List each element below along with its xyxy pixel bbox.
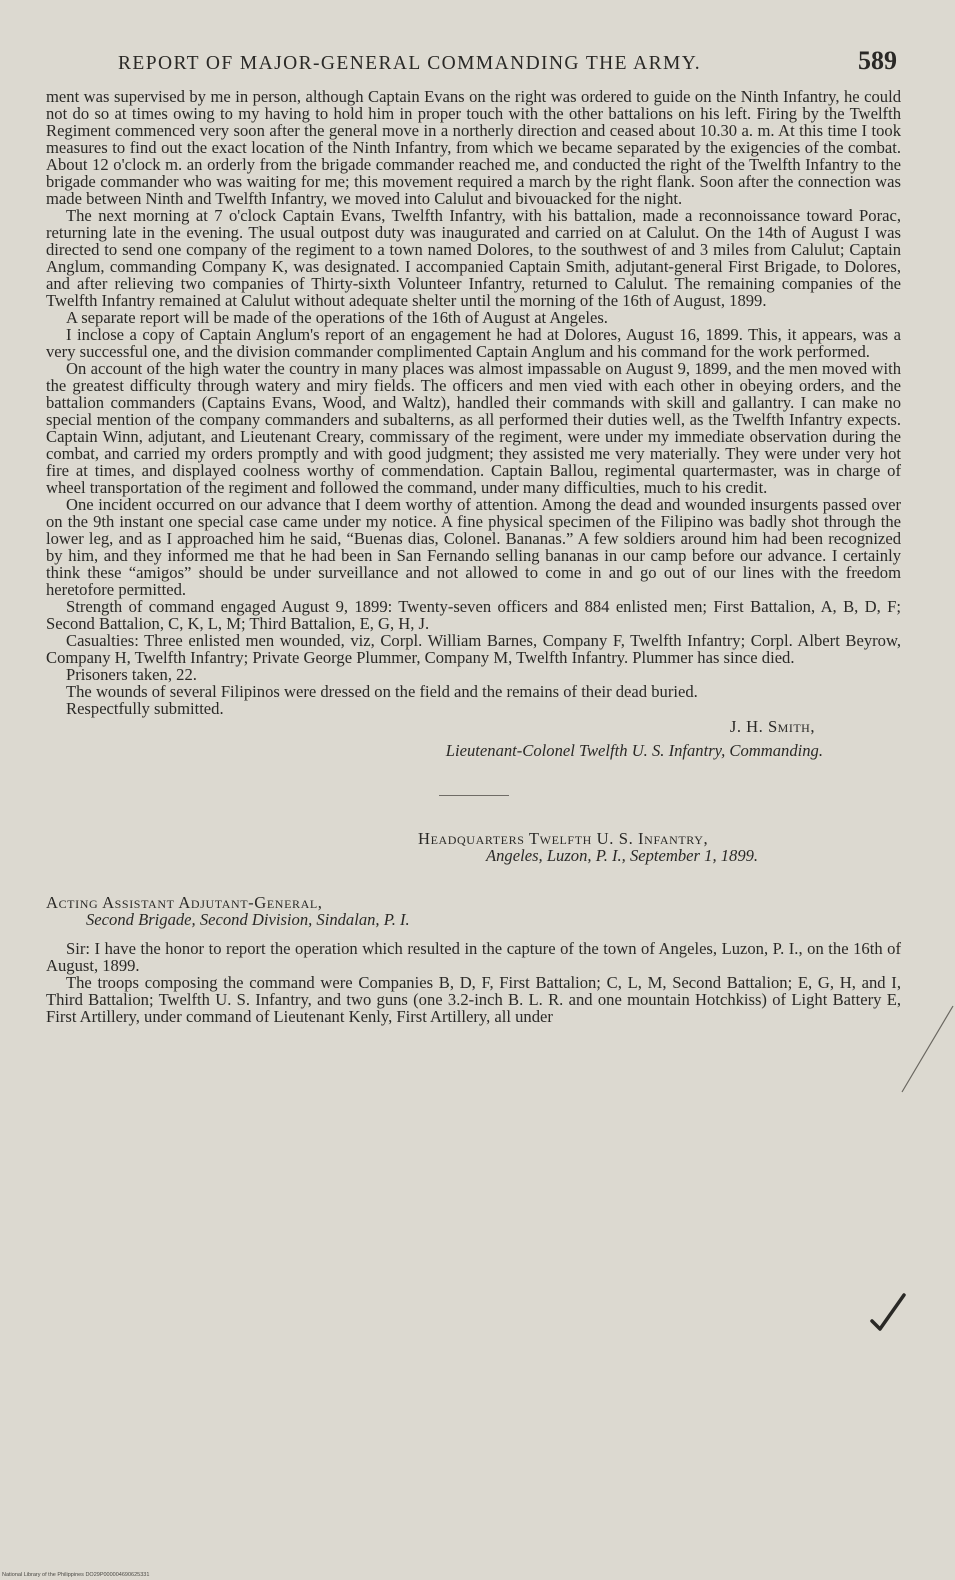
paragraph: Strength of command engaged August 9, 1899: Twenty-seven officers and 884 enlisted men; First Battalion, A, B, D, F; Second Battalion, C, K, L, M; Third Battalion, E, G, H, J. (46, 597, 901, 633)
letter-body (46, 940, 901, 1025)
paragraph: Sir: I have the honor to report the operation which resulted in the capture of the town of Angeles, Luzon, P. I., on the 16th of August, 1899. (46, 939, 901, 975)
running-title: REPORT OF MAJOR-GENERAL COMMANDING THE ARMY. (118, 53, 702, 74)
signature-title: Lieutenant-Colonel Twelfth U. S. Infantry, Commanding. (445, 741, 823, 760)
paragraph: Casualties: Three enlisted men wounded, viz, Corpl. William Barnes, Company F, Twelfth Infantry; Corpl. Albert Beyrow, Company H, Twelfth Infantry; Private George Plummer, Company M, Twelfth Infantry. Plummer has since died. (46, 631, 901, 667)
paragraph: The troops composing the command were Companies B, D, F, First Battalion; C, L, M, Second Battalion; E, G, H, and I, Third Battalion; Twelfth U. S. Infantry, and two guns (one 3.2-inch B. L. R. and one mountain Hotchkiss) of Light Battery E, First Artillery, under command of Lieutenant Kenly, First Artillery, all under (46, 973, 901, 1026)
paragraph: I inclose a copy of Captain Anglum's report of an engagement he had at Dolores, August 16, 1899. This, it appears, was a very successful one, and the division commander complimented Captain Anglum and his command for the work performed. (46, 325, 901, 361)
paragraph: One incident occurred on our advance that I deem worthy of attention. Among the dead and wounded insurgents passed over on the 9th instant one special case came under my notice. A fine physical specimen of the Filipino was badly shot through the lower leg, and as I approached him he said, “Buenas dias, Colonel. Bananas.” A few soldiers around him had been recognized by him, and they informed me that he had been in San Fernando selling bananas in our camp before our advance. I certainly think these “amigos” should be under surveillance and not allowed to come in and go out of our lines with the freedom heretofore permitted. (46, 495, 901, 599)
paragraph: ment was supervised by me in person, although Captain Evans on the right was ordered to guide on the Ninth Infantry, he could not do so at times owing to my having to hold him in proper touch with the other battalions on his left. Firing by the Twelfth Regiment commenced very soon after the general move in a northerly direction and ceased about 10.30 a. m. At this time I took measures to find out the exact location of the Ninth Infantry, from which we became separated by the exigencies of the combat. About 12 o'clock m. an orderly from the brigade commander reached me, and conducted the right of the Twelfth Infantry to the brigade commander who was waiting for me; this movement required a march by the right flank. Soon after the connection was made between Ninth and Twelfth Infantry, we moved into Calulut and bivouacked for the night. (46, 87, 901, 208)
paragraph: Respectfully submitted. (66, 699, 224, 718)
signature-name: J. H. Smith, (729, 717, 815, 736)
running-header (118, 46, 897, 76)
paragraph: The wounds of several Filipinos were dressed on the field and the remains of their dead buried. (66, 682, 698, 701)
paragraph: On account of the high water the country in many places was almost impassable on August 9, 1899, and the men moved with the greatest difficulty through watery and miry fields. The officers and men vied with each other in obeying orders, and the battalion commanders (Captains Evans, Wood, and Waltz), handled their commands with skill and gallantry. I can make no special mention of the company commanders and subalterns, as all performed their duties well, as the Twelfth Infantry expects. Captain Winn, adjutant, and Lieutenant Creary, commissary of the regiment, were under my immediate observation during the combat, and carried my orders promptly and with good judgment; they assisted me very materially. They were under very hot fire at times, and displayed coolness worthy of commendation. Captain Ballou, regimental quartermaster, was in charge of wheel transportation of the regiment and followed the command, under many difficulties, much to his credit. (46, 359, 901, 497)
paragraph: Prisoners taken, 22. (66, 665, 197, 684)
letter-addressee: Acting Assistant Adjutant-General, (46, 893, 323, 912)
section-divider (439, 795, 509, 796)
letter-headquarters: Headquarters Twelfth U. S. Infantry, (418, 829, 709, 848)
report-body (46, 88, 901, 717)
letter-place-date: Angeles, Luzon, P. I., September 1, 1899. (486, 846, 759, 865)
page-number: 589 (858, 46, 897, 75)
handwritten-check-mark-icon (868, 1291, 908, 1331)
paragraph: A separate report will be made of the operations of the 16th of August at Angeles. (66, 308, 608, 327)
paragraph: The next morning at 7 o'clock Captain Evans, Twelfth Infantry, with his battalion, made a reconnoissance toward Porac, returning late in the evening. The usual outpost duty was inaugurated and carried on at Calulut. On the 14th of August I was directed to send one company of the regiment to a town named Dolores, to the southwest of and 3 miles from Calulut; Captain Anglum, commanding Company K, was designated. I accompanied Captain Smith, adjutant-general First Brigade, to Dolores, and after relieving two companies of Thirty-sixth Volunteer Infantry, returned to Calulut. The remaining companies of the Twelfth Infantry remained at Calulut without adequate shelter until the morning of the 16th of August, 1899. (46, 206, 901, 310)
letter-addressee-location: Second Brigade, Second Division, Sindalan, P. I. (86, 910, 410, 929)
pencil-stroke-icon (900, 1004, 955, 1094)
scan-footer: National Library of the Philippines DO29P000004690625331 (2, 1572, 150, 1578)
